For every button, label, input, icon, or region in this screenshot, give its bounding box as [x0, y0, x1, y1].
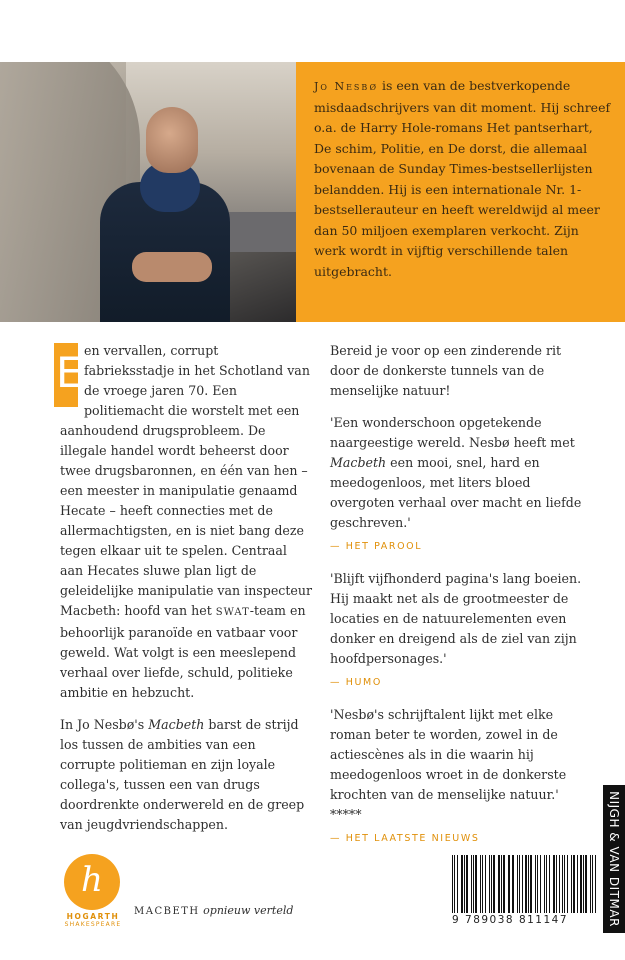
dropcap-box [54, 343, 83, 407]
quote1-b: een mooi, snel, hard en meedogenloos, met liters bloed overgoten verhaal over macht en liefde geschreven.' [330, 455, 582, 530]
author-photo [0, 62, 296, 322]
barcode-bar [571, 855, 572, 913]
quote1-title: Macbeth [330, 455, 387, 470]
review-source-3: — HET LAATSTE NIEUWS [330, 833, 480, 844]
barcode-bar [562, 855, 563, 913]
barcode-bar [564, 855, 565, 913]
barcode-bar [475, 855, 477, 913]
barcode-bar [464, 855, 465, 913]
intro-text: Bereid je voor op een zinderende rit door de donkerste tunnels van de menselijke natuur! [330, 343, 562, 398]
barcode-bar [493, 855, 494, 913]
blurb-text-1: en vervallen, corrupt fabrieksstadje in het Schotland van de vroege jaren 70. Een politiemacht die worstelt met een aanhoudend drugsprobleem. De illegale handel wordt beheerst door twee drugsbaronnen, en één van hen – een meester in manipulatie genaamd Hecate – heeft connecties met de allermachtigsten, en is niet bang deze tegen elkaar uit te spelen. Centraal aan Hecates sluwe plan ligt de geleidelijke manipulatie van inspecteur Macbeth: hoofd van het [60, 343, 312, 618]
barcode-bar [559, 855, 560, 913]
publisher-tab [603, 785, 625, 933]
review-source-2: — HUMO [330, 677, 382, 688]
barcode-bar [519, 855, 520, 913]
barcode-bar [595, 855, 596, 913]
barcode-bar [452, 855, 453, 913]
series-title: MACBETH [134, 906, 200, 917]
quote1-a: 'Een wonderschoon opgetekende naargeestige wereld. Nesbø heeft met [330, 415, 575, 450]
barcode-bar [583, 855, 584, 913]
barcode-bar [535, 855, 536, 913]
barcode-bar [590, 855, 591, 913]
barcode-bar [489, 855, 490, 913]
barcode-bar [537, 855, 538, 913]
barcode-bar [549, 855, 550, 913]
barcode-bar [540, 855, 541, 913]
barcode-bar [512, 855, 514, 913]
barcode-bar [585, 855, 586, 913]
barcode-bar [580, 855, 581, 913]
barcode-bar [522, 855, 523, 913]
author-bio [314, 76, 614, 282]
blurb-paragraph-1 [56, 341, 312, 703]
logo-letter: h [81, 860, 103, 900]
blurb-p2-prefix: In Jo Nesbø's [60, 717, 145, 732]
barcode-bar [466, 855, 467, 913]
barcode-bar [525, 855, 526, 913]
barcode-bar [553, 855, 555, 913]
barcode-bar [501, 855, 502, 913]
barcode-bar [592, 855, 593, 913]
review-quote-2 [330, 569, 590, 693]
barcode-bar [482, 855, 483, 913]
blurb-p2-rest: barst de strijd los tussen de ambities van een corrupte politieman en zijn loyale collega's, tussen een van drugs doordrenkte onderwereld en de greep van jeugdvriendschappen. [60, 717, 305, 832]
barcode-bar [480, 855, 481, 913]
barcode-bar [461, 855, 463, 913]
barcode-bar [567, 855, 568, 913]
isbn-number: 9 789038 811147 [452, 914, 569, 926]
swat-text: SWAT [215, 607, 250, 618]
publisher-name: NIJGH & VAN DITMAR [607, 791, 621, 927]
blurb-paragraph-2 [60, 715, 312, 835]
dropcap: E [56, 348, 83, 397]
barcode-bar [508, 855, 509, 913]
barcode-bar [485, 855, 486, 913]
barcode-bar [457, 855, 458, 913]
series-line [134, 904, 293, 917]
logo-name: HOGARTH [66, 912, 120, 921]
barcode-bar [509, 855, 510, 913]
author-name: Jo Nesbø [314, 80, 378, 93]
quote2-text: 'Blijft vijfhonderd pagina's lang boeien. Hij maakt net als de grootmeester de locaties en de natuurelementen even donker en dreigend als de ziel van zijn hoofdpersonages.' [330, 571, 582, 666]
series-sub: opnieuw verteld [203, 904, 294, 917]
logo-sub: SHAKESPEARE [64, 921, 122, 928]
barcode-bar [544, 855, 545, 913]
barcode-bar [573, 855, 575, 913]
blurb-text-1-end: -team en behoorlijk paranoïde en vatbaar voor geweld. Wat volgt is een meeslepend verhaal over liefde, schuld, politieke ambitie en hebzucht. [60, 603, 306, 700]
review-source-1: — HET PAROOL [330, 541, 423, 552]
barcode-bar [528, 855, 529, 913]
quote3-text: 'Nesbø's schrijftalent lijkt met elke roman beter te worden, zowel in de actiescènes als in die waarin hij meedogenloos wroet in de donkerste krochten van de menselijke natuur.' ***** [330, 707, 567, 822]
review-column [330, 341, 590, 849]
barcode-bar [471, 855, 472, 913]
barcode-bar [503, 855, 504, 913]
barcode-bar [530, 855, 532, 913]
blurb-column [56, 341, 312, 835]
barcode-bar [491, 855, 492, 913]
blurb-p2-title: Macbeth [148, 717, 205, 732]
review-quote-1 [330, 413, 590, 557]
barcode-bar [546, 855, 547, 913]
hogarth-logo [64, 854, 120, 910]
barcode-bar [454, 855, 455, 913]
barcode [452, 855, 598, 913]
barcode-bar [473, 855, 474, 913]
hogarth-logo-text [58, 912, 128, 928]
barcode-bar [556, 855, 557, 913]
author-bio-text: is een van de bestverkopende misdaadschrijvers van dit moment. Hij schreef o.a. de Harry Hole-romans Het pantserhart, De schim, Politie, en De dorst, die allemaal bovenaan de Sunday Times-bestsellerlijsten belandden. Hij is een internationale Nr. 1-bestsellerauteur en heeft wereldwijd al meer dan 50 miljoen exemplaren verkocht. Zijn werk wordt in vijftig verschillende talen uitgebracht. [314, 78, 611, 279]
author-bio-panel [296, 62, 625, 322]
review-quote-3 [330, 705, 590, 849]
barcode-bar [498, 855, 500, 913]
barcode-bar [577, 855, 578, 913]
barcode-bar [517, 855, 518, 913]
